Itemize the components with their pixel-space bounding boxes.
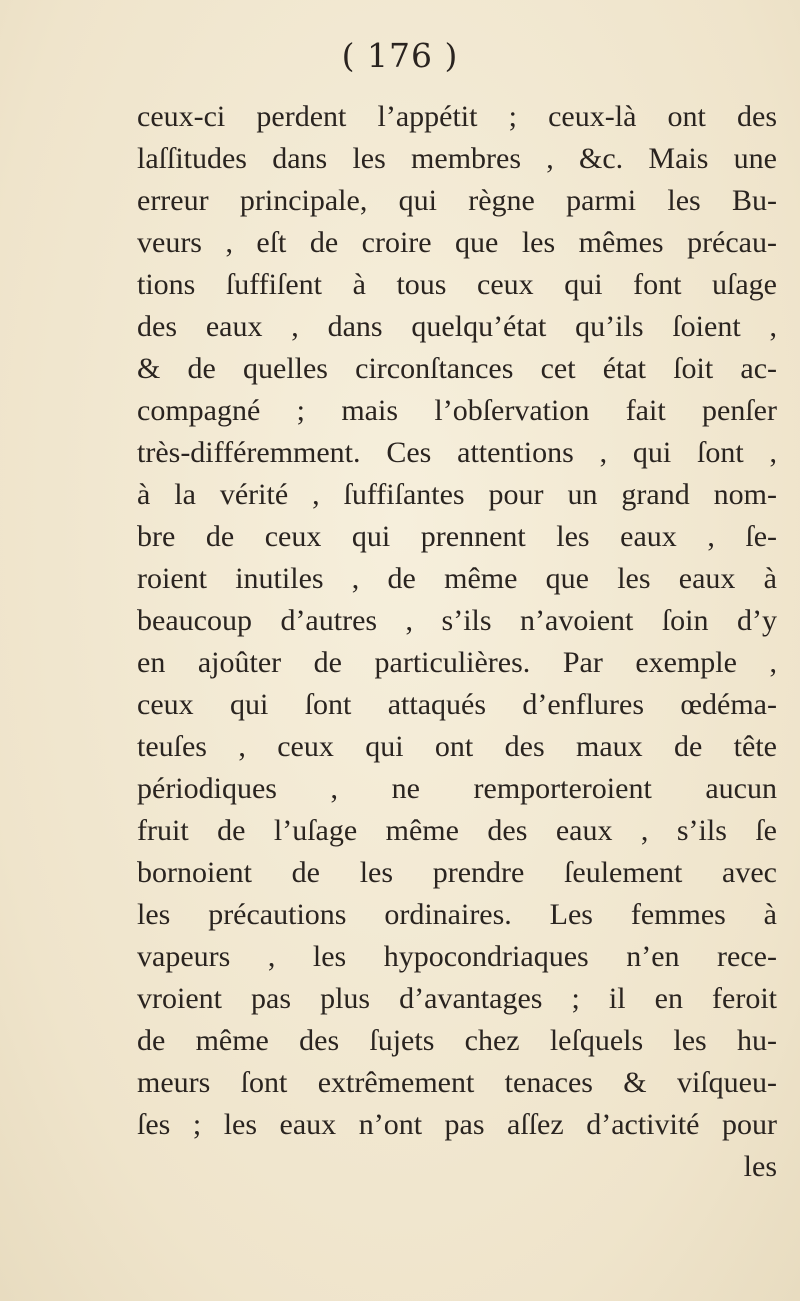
text-line: roient inutiles , de même que les eaux à (137, 562, 777, 595)
text-line: teuſes , ceux qui ont des maux de tête (137, 730, 777, 763)
text-line: vroient pas plus d’avantages ; il en feroit (137, 982, 777, 1015)
text-line: meurs ſont extrêmement tenaces & viſqueu- (137, 1066, 777, 1099)
text-line: beaucoup d’autres , s’ils n’avoient ſoin d’y (137, 604, 777, 637)
text-line: bornoient de les prendre ſeulement avec (137, 856, 777, 889)
text-line: ſes ; les eaux n’ont pas aſſez d’activité pour (137, 1108, 777, 1141)
text-line: compagné ; mais l’obſervation fait penſer (137, 394, 777, 427)
text-line: vapeurs , les hypocondriaques n’en rece- (137, 940, 777, 973)
text-line: de même des ſujets chez leſquels les hu- (137, 1024, 777, 1057)
text-line: très-différemment. Ces attentions , qui ſont , (137, 436, 777, 469)
catchword: les (743, 1150, 777, 1183)
text-line: tions ſuffiſent à tous ceux qui font uſage (137, 268, 777, 301)
text-line: veurs , eſt de croire que les mêmes précau- (137, 226, 777, 259)
text-line: en ajoûter de particulières. Par exemple , (137, 646, 777, 679)
text-line: les précautions ordinaires. Les femmes à (137, 898, 777, 931)
text-line: ceux qui ſont attaqués d’enflures œdéma- (137, 688, 777, 721)
text-line: & de quelles circonſtances cet état ſoit ac- (137, 352, 777, 385)
text-line: des eaux , dans quelqu’état qu’ils ſoient , (137, 310, 777, 343)
text-line: laſſitudes dans les membres , &c. Mais une (137, 142, 777, 175)
text-line: à la vérité , ſuffiſantes pour un grand nom- (137, 478, 777, 511)
text-line: bre de ceux qui prennent les eaux , ſe- (137, 520, 777, 553)
page-number: ( 176 ) (341, 36, 459, 75)
body-text (137, 96, 777, 1188)
text-line: périodiques , ne remporteroient aucun (137, 772, 777, 805)
text-line: fruit de l’uſage même des eaux , s’ils ſe (137, 814, 777, 847)
text-line: ceux-ci perdent l’appétit ; ceux-là ont des (137, 100, 777, 133)
text-line: erreur principale, qui règne parmi les Bu- (137, 184, 777, 217)
